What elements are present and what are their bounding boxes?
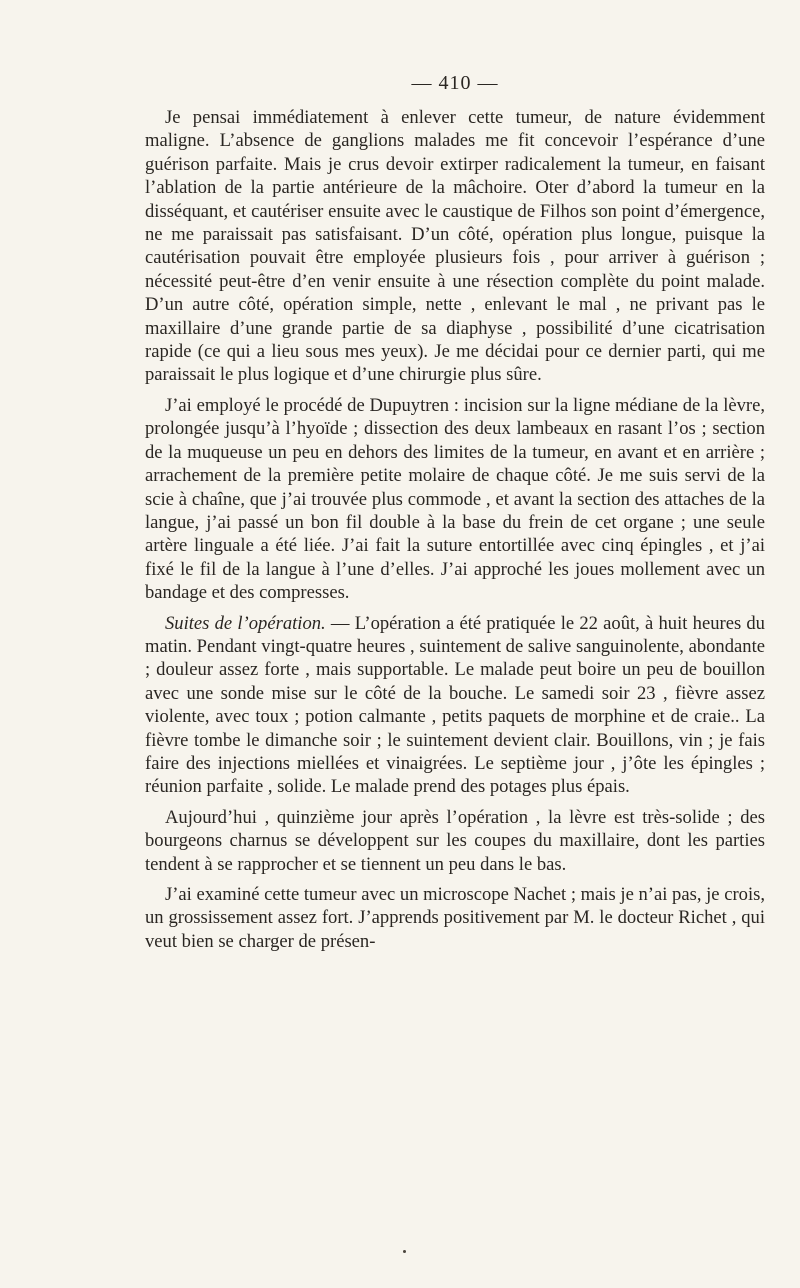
page-content (145, 70, 765, 953)
ink-speck (403, 1250, 406, 1253)
paragraph-today: Aujourd’hui , quinzième jour après l’opération , la lèvre est très-solide ; des bourgeons charnus se développent sur les coupes du maxillaire, dont les parties tendent à se rapprocher et se tiennent un peu dans le bas. (145, 806, 765, 875)
paragraph-post-operation-text: — L’opération a été pratiquée le 22 août, à huit heures du matin. Pendant vingt-quatre heures , suintement de salive sanguinolente, abondante ; douleur assez forte , mais supportable. Le malade peut boire un peu de bouillon avec une sonde mise sur le côté de la bouche. Le samedi soir 23 , fièvre assez violente, avec toux ; potion calmante , petits paquets de morphine et de craie.. La fièvre tombe le dimanche soir ; le suintement devient clair. Bouillons, vin ; je fais faire des injections miellées et vinaigrées. Le septième jour , j’ôte les épingles ; réunion parfaite , solide. Le malade prend des potages plus épais. (145, 612, 765, 798)
paragraph-procedure: J’ai employé le procédé de Dupuytren : incision sur la ligne médiane de la lèvre, prolongée jusqu’à l’hyoïde ; dissection des deux lambeaux en rasant l’os ; section de la muqueuse un peu en dehors des limites de la tumeur, en avant et en arrière ; arrachement de la première petite molaire de chaque côté. Je me suis servi de la scie à chaîne, que j’ai trouvée plus commode , et avant la section des attaches de la langue, j’ai passé un bon fil double à la base du frein de cet organe ; une seule artère linguale a été liée. J’ai fait la suture entortillée avec cinq épingles , et j’ai fixé le fil de la langue à l’une d’elles. J’ai approché les joues mollement avec un bandage et des compresses. (145, 394, 765, 604)
paragraph-tumor-decision: Je pensai immédiatement à enlever cette tumeur, de nature évidemment maligne. L’absence de ganglions malades me fit concevoir l’espérance d’une guérison parfaite. Mais je crus devoir extirper radicalement la tumeur, en faisant l’ablation de la partie antérieure de la mâchoire. Oter d’abord la tumeur en la disséquant, et cautériser ensuite avec le caustique de Filhos son point d’émergence, ne me paraissait pas satisfaisant. D’un côté, opération plus longue, puisque la cautérisation pouvait être employée plusieurs fois , pour arriver à guérison ; nécessité peut-être d’en venir ensuite à une résection complète du point malade. D’un autre côté, opération simple, nette , enlevant le mal , ne privant pas le maxillaire d’une grande partie de sa diaphyse , possibilité d’une cicatrisation rapide (ce qui a lieu sous mes yeux). Je me décidai pour ce dernier parti, qui me paraissait le plus logique et d’une chirurgie plus sûre. (145, 107, 765, 386)
page-number: — 410 — (411, 72, 499, 94)
body-text (145, 106, 765, 953)
section-heading-suites: Suites de l’opération. (165, 612, 326, 634)
paragraph-microscope: J’ai examiné cette tumeur avec un microscope Nachet ; mais je n’ai pas, je crois, un grossissement assez fort. J’apprends positivement par M. le docteur Richet , qui veut bien se charger de présen- (145, 884, 765, 952)
paragraph-post-operation (145, 612, 765, 799)
